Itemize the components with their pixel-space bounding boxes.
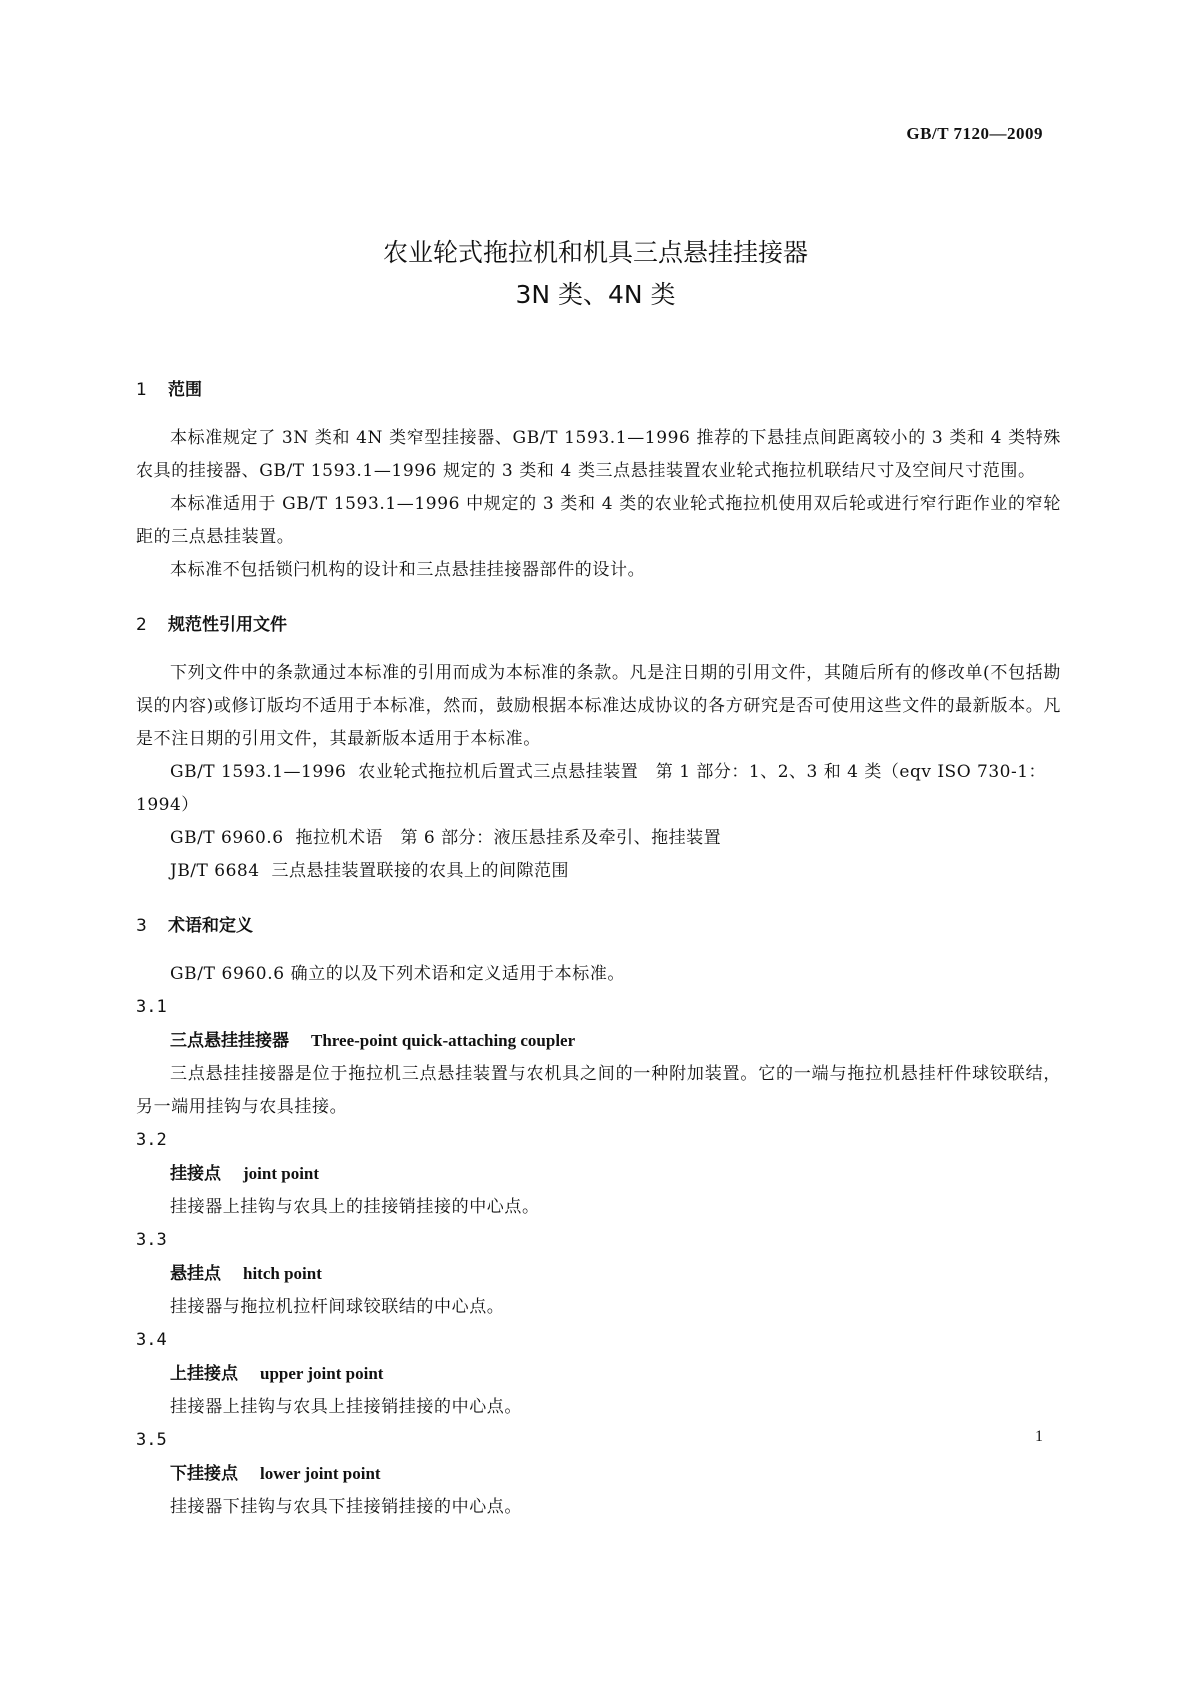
term-entry [136,1324,1061,1424]
term-entry [136,1424,1061,1524]
term-zh: 三点悬挂挂接器 [170,1031,289,1051]
document-title [0,232,1191,316]
term-zh: 下挂接点 [170,1464,238,1484]
term-number: 3.5 [136,1430,167,1450]
term-number: 3.2 [136,1130,167,1150]
term-number: 3.4 [136,1330,167,1350]
paragraph: GB/T 6960.6 确立的以及下列术语和定义适用于本标准。 [170,964,626,984]
reference-text: 三点悬挂装置联接的农具上的间隙范围 [271,861,570,881]
section-2-heading [136,607,1061,643]
term-number: 3.3 [136,1230,167,1250]
title-line-2: 3N 类、4N 类 [515,280,676,309]
term-definition: 挂接器上挂钩与农具上挂接销挂接的中心点。 [170,1397,522,1417]
section-title: 规范性引用文件 [168,615,287,635]
term-en: lower joint point [260,1464,381,1483]
term-title [136,1257,1061,1291]
term-en: Three-point quick-attaching coupler [311,1031,576,1050]
reference-id: JB/T 6684 [170,861,260,881]
term-zh: 挂接点 [170,1164,221,1184]
term-title [136,1357,1061,1391]
paragraph: 本标准规定了 3N 类和 4N 类窄型挂接器、GB/T 1593.1—1996 推荐的下悬挂点间距离较小的 3 类和 4 类特殊农具的挂接器、GB/T 1593.1—1996 规定的 3 类和 4 类三点悬挂装置农业轮式拖拉机联结尺寸及空间尺寸范围。 [136,428,1061,481]
document-body [136,372,1061,1524]
reference-text: 拖拉机术语 第 6 部分：液压悬挂系及牵引、拖挂装置 [295,828,722,848]
paragraph: 下列文件中的条款通过本标准的引用而成为本标准的条款。凡是注日期的引用文件，其随后所有的修改单(不包括勘误的内容)或修订版均不适用于本标准，然而，鼓励根据本标准达成协议的各方研究是否可使用这些文件的最新版本。凡是不注日期的引用文件，其最新版本适用于本标准。 [136,663,1061,749]
term-en: hitch point [243,1264,322,1283]
term-title [136,1457,1061,1491]
section-title: 范围 [168,380,202,400]
section-3-heading [136,908,1061,944]
reference-item [136,756,1061,822]
section-number: 2 [136,615,147,635]
term-entry [136,991,1061,1124]
reference-text: 农业轮式拖拉机后置式三点悬挂装置 第 1 部分：1、2、3 和 4 类（eqv ISO 730-1：1994） [136,762,1047,815]
standard-code-header: GB/T 7120—2009 [906,124,1043,143]
section-number: 1 [136,380,147,400]
reference-item [136,855,1061,888]
section-number: 3 [136,916,147,936]
term-entry [136,1224,1061,1324]
page-number: 1 [1035,1428,1043,1445]
term-en: upper joint point [260,1364,384,1383]
section-1-heading [136,372,1061,408]
term-zh: 悬挂点 [170,1264,221,1284]
term-en: joint point [243,1164,320,1183]
reference-id: GB/T 6960.6 [170,828,284,848]
section-title: 术语和定义 [168,916,253,936]
term-title [136,1157,1061,1191]
term-definition: 挂接器上挂钩与农具上的挂接销挂接的中心点。 [170,1197,540,1217]
term-title [136,1024,1061,1058]
reference-item [136,822,1061,855]
term-zh: 上挂接点 [170,1364,238,1384]
term-definition: 挂接器下挂钩与农具下挂接销挂接的中心点。 [170,1497,522,1517]
paragraph: 本标准适用于 GB/T 1593.1—1996 中规定的 3 类和 4 类的农业轮式拖拉机使用双后轮或进行窄行距作业的窄轮距的三点悬挂装置。 [136,494,1061,547]
term-definition: 挂接器与拖拉机拉杆间球铰联结的中心点。 [170,1297,505,1317]
title-line-1: 农业轮式拖拉机和机具三点悬挂挂接器 [382,238,808,267]
paragraph: 本标准不包括锁闩机构的设计和三点悬挂挂接器部件的设计。 [170,560,646,580]
term-entry [136,1124,1061,1224]
reference-id: GB/T 1593.1—1996 [170,762,347,782]
term-definition: 三点悬挂挂接器是位于拖拉机三点悬挂装置与农机具之间的一种附加装置。它的一端与拖拉机悬挂杆件球铰联结，另一端用挂钩与农具挂接。 [136,1064,1061,1117]
term-number: 3.1 [136,997,167,1017]
